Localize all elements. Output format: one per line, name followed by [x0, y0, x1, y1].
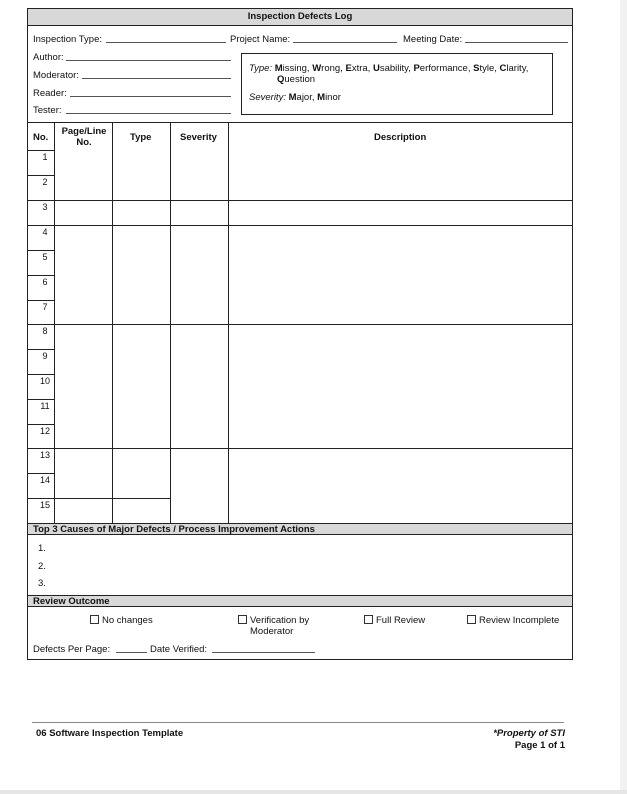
row-number: 4 — [42, 227, 48, 237]
cause-item-2[interactable]: 2. — [38, 561, 46, 572]
row-rule — [54, 498, 170, 499]
type-legend-label: Type: — [249, 63, 273, 74]
row-number: 12 — [39, 426, 50, 436]
page-bottom-edge — [0, 790, 627, 794]
row-rule — [27, 175, 54, 176]
row-number: 6 — [42, 277, 48, 287]
row-rule — [27, 250, 54, 251]
author-field[interactable] — [66, 60, 231, 61]
project-name-label: Project Name: — [230, 34, 291, 45]
reader-label: Reader: — [33, 88, 67, 99]
row-number: 3 — [42, 202, 48, 212]
row-number: 5 — [42, 252, 48, 262]
row-rule — [27, 473, 54, 474]
col-rule — [170, 122, 171, 523]
footer-property: *Property of STI — [493, 728, 565, 739]
row-number: 9 — [42, 351, 48, 361]
option-review-incomplete[interactable] — [467, 615, 559, 626]
severity-legend-values — [289, 92, 341, 103]
table-top-rule — [27, 122, 573, 123]
type-initial: Q — [277, 74, 285, 85]
tester-label: Tester: — [33, 105, 62, 116]
inspection-type-label: Inspection Type: — [33, 34, 103, 45]
severity-legend-label: Severity: — [249, 92, 286, 103]
col-header-severity: Severity — [180, 132, 217, 143]
legend-initial: S — [473, 63, 480, 74]
cause-item-1[interactable]: 1. — [38, 543, 46, 554]
reader-field[interactable] — [70, 96, 231, 97]
col-header-type: Type — [130, 132, 152, 143]
legend-initial: U — [372, 63, 380, 74]
page-edge — [620, 0, 627, 794]
type-rest: uestion — [284, 74, 316, 85]
row-rule — [27, 225, 54, 226]
row-rule — [27, 275, 54, 276]
col-header-page-line: Page/Line No. — [61, 126, 107, 148]
type-legend-continued — [249, 74, 552, 85]
legend-word: issing, — [282, 63, 313, 74]
group-rule — [54, 448, 573, 449]
row-rule — [27, 200, 54, 201]
row-number: 2 — [42, 177, 48, 187]
col-rule — [228, 122, 229, 523]
legend-initial: P — [413, 63, 420, 74]
causes-title: Top 3 Causes of Major Defects / Process Improvement Actions — [33, 524, 315, 535]
row-number: 13 — [39, 450, 50, 460]
group-rule — [54, 225, 573, 226]
meeting-date-label: Meeting Date: — [403, 34, 463, 45]
row-rule — [27, 150, 54, 151]
type-legend — [249, 63, 552, 74]
option-full-review[interactable] — [364, 615, 425, 626]
date-verified-field[interactable] — [212, 652, 315, 653]
row-number: 8 — [42, 326, 48, 336]
group-rule — [54, 324, 573, 325]
severity-legend — [249, 92, 552, 103]
checkbox-icon[interactable] — [90, 615, 99, 624]
row-rule — [27, 324, 54, 325]
legend-word: sability, — [379, 63, 414, 74]
option-label: No changes — [102, 615, 153, 626]
legend-word: xtra, — [351, 63, 373, 74]
author-label: Author: — [33, 52, 64, 63]
outcome-title: Review Outcome — [33, 596, 110, 607]
row-number: 7 — [42, 302, 48, 312]
legend-initial: E — [345, 63, 352, 74]
inspection-type-field[interactable] — [106, 42, 226, 43]
legend-word: larity, — [506, 63, 529, 74]
row-rule — [27, 349, 54, 350]
row-number: 10 — [39, 376, 50, 386]
legend-word: inor — [325, 92, 341, 103]
legend-initial: M — [288, 92, 297, 103]
legend-initial: M — [317, 92, 326, 103]
legend-word: rong, — [321, 63, 346, 74]
checkbox-icon[interactable] — [467, 615, 476, 624]
cause-item-3[interactable]: 3. — [38, 578, 46, 589]
footer-page-number: Page 1 of 1 — [514, 740, 565, 751]
row-rule — [27, 424, 54, 425]
row-rule — [27, 300, 54, 301]
row-number: 14 — [39, 475, 50, 485]
project-name-field[interactable] — [293, 42, 397, 43]
date-verified-label: Date Verified: — [150, 644, 208, 655]
row-rule — [27, 399, 54, 400]
legend-initial: M — [274, 63, 283, 74]
group-rule — [54, 200, 573, 201]
row-rule — [27, 498, 54, 499]
row-rule — [27, 374, 54, 375]
footer-rule — [32, 722, 564, 723]
row-rule — [27, 448, 54, 449]
legend-word: erformance, — [419, 63, 474, 74]
tester-field[interactable] — [66, 113, 231, 114]
option-label: Verification by Moderator — [250, 615, 310, 637]
legend-word: tyle, — [479, 63, 500, 74]
legend-box — [241, 53, 553, 115]
col-rule — [112, 122, 113, 523]
moderator-field[interactable] — [82, 78, 231, 79]
row-number: 11 — [40, 401, 50, 411]
option-verification[interactable] — [238, 615, 328, 637]
row-number: 1 — [42, 152, 48, 162]
legend-initial: W — [312, 63, 322, 74]
type-legend-values — [275, 63, 529, 74]
col-header-description: Description — [374, 132, 427, 143]
legend-word: ajor, — [296, 92, 318, 103]
page-title: Inspection Defects Log — [247, 11, 353, 22]
causes-bar — [28, 523, 572, 535]
checkbox-icon[interactable] — [364, 615, 373, 624]
option-label: Full Review — [376, 615, 426, 626]
footer-template-name: 06 Software Inspection Template — [36, 728, 184, 739]
title-bar — [28, 9, 572, 26]
moderator-label: Moderator: — [33, 70, 79, 81]
row-number: 15 — [39, 500, 50, 510]
checkbox-icon[interactable] — [238, 615, 247, 624]
legend-initial: C — [499, 63, 507, 74]
defects-per-page-field[interactable] — [116, 652, 147, 653]
option-no-changes[interactable] — [90, 615, 153, 626]
defects-per-page-label: Defects Per Page: — [33, 644, 111, 655]
col-header-no: No. — [33, 132, 49, 143]
outcome-bar — [28, 595, 572, 607]
option-label: Review Incomplete — [479, 615, 560, 626]
meeting-date-field[interactable] — [465, 42, 568, 43]
